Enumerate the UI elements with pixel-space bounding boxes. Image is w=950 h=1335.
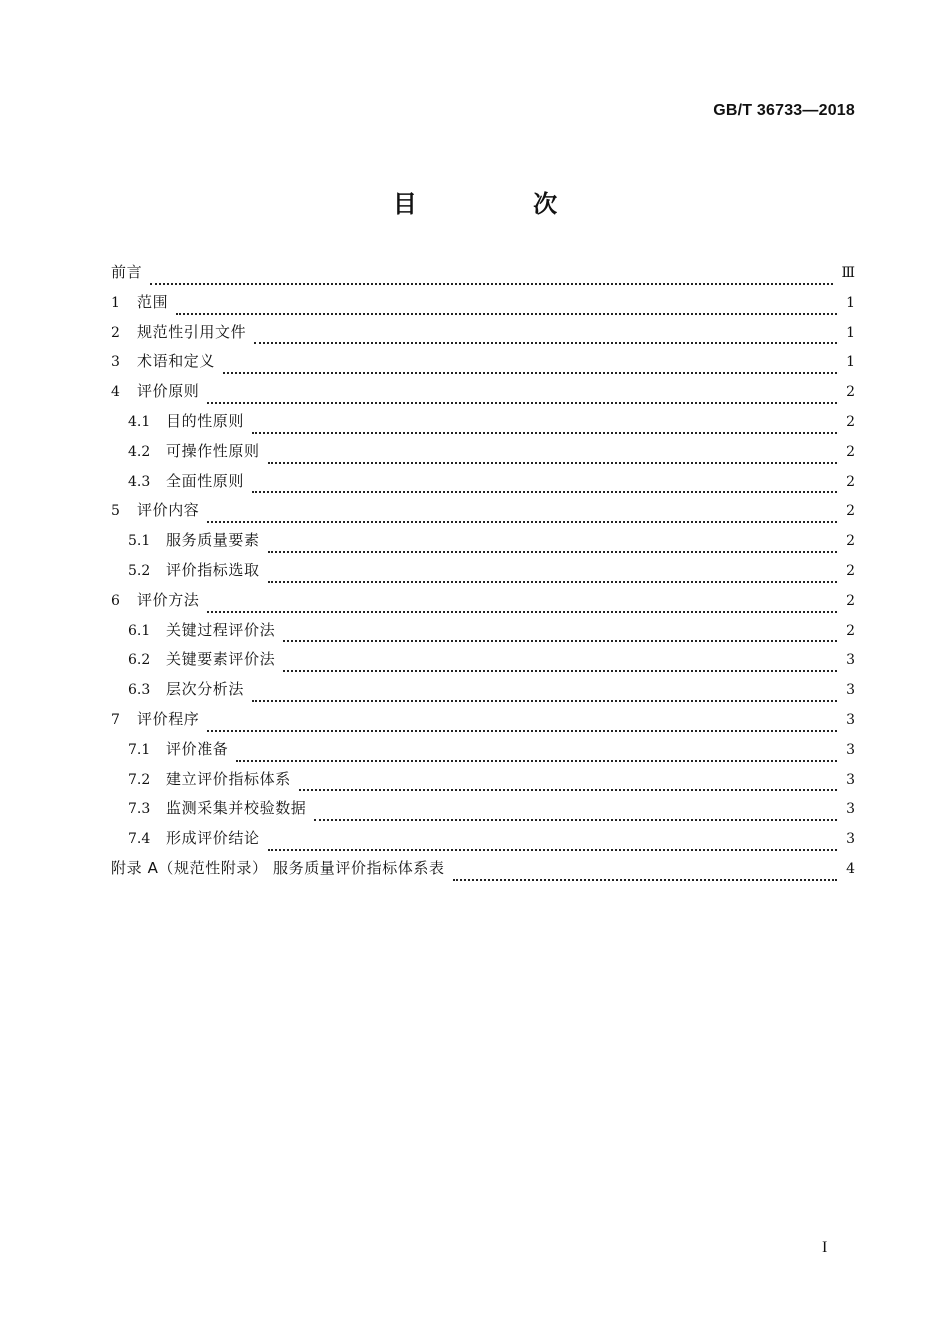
toc-entry-page: 2 (846, 533, 855, 550)
toc-entry[interactable] (111, 708, 855, 738)
toc-entry-number: 6 (111, 592, 120, 609)
toc-entry-title: 评价指标选取 (166, 560, 260, 579)
toc-entry-page: 2 (846, 384, 855, 401)
toc-entry-page: 1 (846, 324, 855, 341)
toc-entry-page: 2 (846, 592, 855, 609)
toc-entry-number: 7.4 (128, 831, 151, 848)
toc-entry-title: 规范性引用文件 (137, 322, 247, 341)
toc-entry-number: 3 (111, 354, 120, 371)
toc-entry-number: 7 (111, 711, 120, 728)
toc-entry[interactable] (111, 470, 855, 500)
toc-entry[interactable] (111, 350, 855, 380)
toc-entry-page: 3 (846, 652, 855, 669)
toc-entry-number: 5.1 (128, 533, 151, 550)
toc-entry-title: 关键过程评价法 (166, 620, 276, 639)
toc-leader-dots (268, 835, 837, 851)
toc-entry-number: 6.3 (128, 682, 151, 699)
standard-code: GB/T 36733—2018 (713, 102, 855, 119)
toc-entry-title: 附录 A（规范性附录） 服务质量评价指标体系表 (111, 858, 445, 877)
toc-leader-dots (150, 269, 833, 285)
toc-entry[interactable] (111, 380, 855, 410)
toc-entry-title: 关键要素评价法 (166, 650, 276, 669)
toc-leader-dots (283, 656, 837, 672)
toc-leader-dots (268, 448, 837, 464)
toc-leader-dots (314, 805, 837, 821)
toc-entry-page: 2 (846, 413, 855, 430)
toc-entry-number: 6.1 (128, 622, 151, 639)
toc-entry-number: 7.3 (128, 801, 151, 818)
toc-entry-number: 4.3 (128, 473, 151, 490)
toc-leader-dots (453, 865, 837, 881)
toc-entry-title: 目的性原则 (166, 411, 245, 430)
toc-entry[interactable] (111, 321, 855, 351)
toc-entry[interactable] (111, 678, 855, 708)
toc-entry[interactable] (111, 559, 855, 589)
toc-entry-title: 评价原则 (137, 382, 200, 401)
toc-entry[interactable] (111, 499, 855, 529)
toc-entry-title: 评价程序 (137, 709, 200, 728)
toc-leader-dots (207, 388, 837, 404)
toc-entry-number: 6.2 (128, 652, 151, 669)
toc-entry[interactable] (111, 827, 855, 857)
toc-entry-page: 3 (846, 711, 855, 728)
toc-entry-page: 3 (846, 741, 855, 758)
toc-entry-page: 4 (846, 860, 855, 877)
toc-leader-dots (299, 775, 837, 791)
toc-entry-title: 前言 (111, 263, 143, 281)
toc-entry[interactable] (111, 738, 855, 768)
toc-entry-title: 评价方法 (137, 590, 200, 609)
toc-entry-title: 可操作性原则 (166, 441, 260, 460)
toc-entry-number: 7.2 (128, 771, 151, 788)
toc-entry[interactable] (111, 261, 855, 291)
toc-entry-title: 术语和定义 (137, 352, 216, 371)
toc-entry-number: 5.2 (128, 562, 151, 579)
toc-leader-dots (176, 299, 837, 315)
toc-entry[interactable] (111, 648, 855, 678)
toc-entry-title: 全面性原则 (166, 471, 245, 490)
page-number: I (822, 1239, 828, 1256)
toc-leader-dots (268, 567, 837, 583)
toc-entry[interactable] (111, 529, 855, 559)
toc-entry-page: Ⅲ (841, 265, 855, 281)
toc-entry[interactable] (111, 619, 855, 649)
toc-entry[interactable] (111, 797, 855, 827)
toc-entry-page: 2 (846, 473, 855, 490)
toc-entry-title: 范围 (137, 292, 169, 311)
toc-leader-dots (268, 537, 837, 553)
toc-entry[interactable] (111, 857, 855, 887)
toc-entry-number: 4 (111, 384, 120, 401)
toc-leader-dots (254, 328, 837, 344)
toc-leader-dots (283, 626, 837, 642)
toc-entry-title: 监测采集并校验数据 (166, 799, 307, 818)
toc-leader-dots (252, 686, 837, 702)
toc-entry-number: 5 (111, 503, 120, 520)
toc-entry-page: 1 (846, 294, 855, 311)
toc-entry[interactable] (111, 440, 855, 470)
table-of-contents (111, 261, 855, 887)
toc-entry[interactable] (111, 768, 855, 798)
toc-entry-title: 评价内容 (137, 501, 200, 520)
toc-entry-title: 服务质量要素 (166, 531, 260, 550)
toc-entry-number: 2 (111, 324, 120, 341)
toc-entry-title: 层次分析法 (166, 680, 245, 699)
toc-entry-page: 2 (846, 503, 855, 520)
toc-entry[interactable] (111, 589, 855, 619)
toc-leader-dots (252, 418, 837, 434)
toc-entry-page: 3 (846, 771, 855, 788)
toc-entry-page: 2 (846, 562, 855, 579)
toc-entry-page: 3 (846, 682, 855, 699)
toc-entry-page: 2 (846, 622, 855, 639)
toc-title: 目 次 (392, 190, 612, 218)
toc-entry-number: 7.1 (128, 741, 151, 758)
toc-entry-title: 评价准备 (166, 739, 229, 758)
toc-entry-title: 形成评价结论 (166, 829, 260, 848)
toc-entry[interactable] (111, 410, 855, 440)
toc-leader-dots (207, 597, 837, 613)
toc-leader-dots (236, 746, 837, 762)
toc-entry-page: 2 (846, 443, 855, 460)
toc-leader-dots (252, 477, 837, 493)
toc-leader-dots (207, 507, 837, 523)
toc-entry-page: 1 (846, 354, 855, 371)
toc-entry-page: 3 (846, 801, 855, 818)
toc-entry-number: 1 (111, 294, 120, 311)
toc-entry-page: 3 (846, 831, 855, 848)
toc-entry-title: 建立评价指标体系 (166, 769, 291, 788)
toc-entry[interactable] (111, 291, 855, 321)
toc-entry-number: 4.1 (128, 413, 151, 430)
toc-entry-number: 4.2 (128, 443, 151, 460)
toc-leader-dots (207, 716, 837, 732)
toc-leader-dots (223, 358, 837, 374)
